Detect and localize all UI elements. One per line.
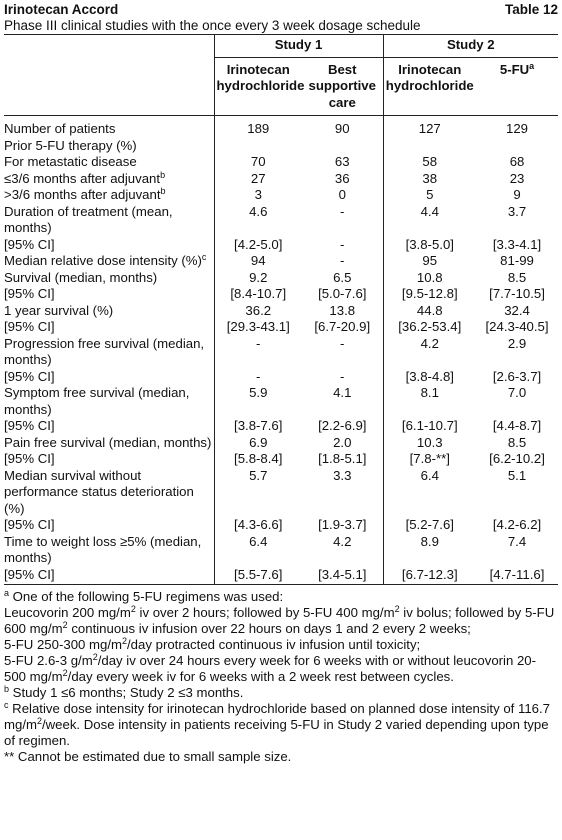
superscript: 2 [122, 636, 128, 646]
footnote-a-regimen-1 [4, 605, 558, 637]
table-cell: 68 [509, 154, 525, 169]
row-label-text: [95% CI] [4, 517, 55, 532]
row-label-text: Median survival without performance status deterioration (%) [4, 467, 194, 516]
footnote-mark: b [4, 684, 10, 694]
table-row [4, 270, 558, 287]
table-body [4, 116, 558, 585]
table-cell: 9 [513, 187, 521, 202]
table-row [4, 319, 558, 336]
row-label-text: [95% CI] [4, 236, 55, 252]
table-cell: - [340, 335, 345, 351]
table-cell: [24.3-40.5] [485, 319, 549, 334]
table-cell: [6.7-12.3] [383, 567, 476, 585]
footnote-text: continuous iv infusion over 22 hours on days 1 and 2 every 2 weeks; [67, 621, 471, 636]
col-5fu-label: 5-FU [499, 61, 530, 77]
table-cell: 0 [338, 187, 346, 202]
table-cell: 8.5 [507, 269, 527, 285]
table-cell: 81-99 [500, 253, 534, 268]
table-row [4, 237, 558, 254]
table-cell: - [214, 336, 302, 369]
table-cell: 8.9 [383, 534, 476, 567]
row-label [4, 369, 214, 386]
row-label-text: [95% CI] [4, 368, 55, 384]
study-2-header: Study 2 [383, 35, 558, 58]
document-page [4, 0, 558, 765]
row-label-text: Duration of treatment (mean, months) [4, 203, 173, 235]
table-number: Table 12 [504, 2, 558, 17]
table-cell: 6.9 [214, 435, 302, 452]
table-cell: 44.8 [383, 303, 476, 320]
table-cell: 3 [214, 187, 302, 204]
footnote-mark: c [4, 700, 9, 710]
table-row [4, 517, 558, 534]
table-cell: [4.2-6.2] [492, 517, 542, 532]
row-label [4, 270, 214, 287]
row-label [4, 336, 214, 369]
col-5fu [476, 57, 558, 116]
table-row [4, 187, 558, 204]
table-cell: [5.5-7.6] [214, 567, 302, 585]
row-label-text: Progression free survival (median, months) [4, 335, 205, 367]
table-cell: - [340, 203, 345, 219]
footnote-text: Leucovorin 200 mg/m [4, 605, 131, 620]
superscript: 2 [62, 668, 68, 678]
study-1-header: Study 1 [214, 35, 383, 58]
row-label [4, 116, 214, 138]
table-cell: 4.2 [333, 533, 352, 549]
row-label-text: Time to weight loss ≥5% (median, months) [4, 533, 202, 565]
table-cell: 9.2 [214, 270, 302, 287]
row-label [4, 534, 214, 567]
row-label-text: Symptom free survival (median, months) [4, 385, 190, 417]
row-label [4, 286, 214, 303]
row-label [4, 435, 214, 452]
row-label-text: Survival (median, months) [4, 269, 158, 285]
footnote-b [4, 685, 558, 701]
table-cell: 7.0 [507, 385, 527, 400]
superscript: 2 [130, 604, 136, 614]
table-cell: 4.1 [333, 385, 352, 400]
table-cell: 2.0 [333, 434, 352, 450]
row-label-text: >3/6 months after adjuvant [4, 187, 161, 202]
table-row [4, 116, 558, 138]
table-cell [214, 138, 302, 155]
table-cell: 5.1 [507, 467, 527, 483]
table-cell: 7.4 [507, 533, 527, 549]
row-label [4, 253, 214, 270]
table-cell: [3.8-7.6] [214, 418, 302, 435]
footnote-text: Relative dose intensity for irinotecan hydrochloride based on planned dose intensity of 116.7 mg/m [4, 701, 551, 732]
footnote-a-regimen-2 [4, 637, 558, 653]
table-cell: [8.4-10.7] [214, 286, 302, 303]
row-label-text: [95% CI] [4, 418, 55, 433]
footnote-double-asterisk: ** Cannot be estimated due to small sample size. [4, 749, 292, 764]
clinical-studies-table [4, 34, 558, 585]
footnote-ref: b [160, 186, 166, 196]
table-cell: [6.1-10.7] [383, 418, 476, 435]
table-cell: [7.7-10.5] [489, 286, 545, 301]
table-row [4, 154, 558, 171]
table-row [4, 451, 558, 468]
table-cell: 10.3 [383, 435, 476, 452]
col-irinotecan-study2: Irinotecan hydrochloride [383, 57, 476, 116]
footnote-text: Study 1 ≤6 months; Study 2 ≤3 months. [9, 685, 244, 700]
table-cell: [4.2-5.0] [214, 237, 302, 254]
footnotes [4, 589, 558, 765]
footnote-text: iv bolus; followed by 5-FU 600 mg/m [4, 605, 555, 636]
table-cell: [4.4-8.7] [492, 418, 542, 433]
blank-header-cell [4, 35, 214, 58]
table-row [4, 385, 558, 418]
row-label [4, 451, 214, 468]
table-cell: 94 [214, 253, 302, 270]
table-cell: 127 [383, 116, 476, 138]
footnote-ref: a [529, 60, 535, 71]
superscript: 2 [36, 716, 42, 726]
row-label [4, 517, 214, 534]
table-row [4, 303, 558, 320]
table-cell: [6.2-10.2] [489, 451, 545, 466]
footnote-c [4, 701, 558, 749]
table-cell: [4.3-6.6] [214, 517, 302, 534]
table-cell: - [340, 368, 345, 384]
table-cell: [2.2-6.9] [318, 418, 367, 433]
row-label [4, 138, 214, 155]
table-cell: 23 [509, 170, 525, 186]
table-cell: 10.8 [383, 270, 476, 287]
table-row [4, 171, 558, 188]
table-row [4, 534, 558, 567]
table-cell: 6.5 [333, 269, 352, 285]
footnote-text: /day protracted continuous iv infusion until toxicity; [127, 637, 421, 652]
table-cell: [2.6-3.7] [492, 368, 542, 384]
table-cell: [5.2-7.6] [383, 517, 476, 534]
table-caption: Phase III clinical studies with the once every 3 week dosage schedule [4, 18, 421, 33]
table-cell: - [214, 369, 302, 386]
footnote-a-regimen-3 [4, 653, 558, 685]
table-cell: 5.9 [214, 385, 302, 418]
table-cell [302, 138, 383, 155]
table-cell [476, 138, 558, 155]
row-label [4, 319, 214, 336]
table-cell: [1.8-5.1] [318, 451, 367, 466]
table-cell: 189 [214, 116, 302, 138]
table-row [4, 369, 558, 386]
table-cell: 36 [334, 170, 350, 186]
table-cell: 8.1 [383, 385, 476, 418]
table-cell: 27 [214, 171, 302, 188]
table-row [4, 468, 558, 518]
row-label-text: [95% CI] [4, 286, 55, 301]
table-cell: 3.3 [333, 467, 352, 483]
table-cell: 70 [214, 154, 302, 171]
table-cell: [3.8-5.0] [383, 237, 476, 254]
row-label-text: [95% CI] [4, 566, 55, 582]
table-row [4, 435, 558, 452]
table-cell: - [340, 236, 345, 252]
superscript: 2 [92, 652, 98, 662]
row-label [4, 154, 214, 171]
table-row [4, 204, 558, 237]
row-label-text: Pain free survival (median, months) [4, 434, 212, 450]
table-cell: 5.7 [214, 468, 302, 518]
footnote-text: One of the following 5-FU regimens was used: [9, 589, 284, 604]
row-label [4, 418, 214, 435]
blank-header-cell [4, 57, 214, 116]
table-row [4, 253, 558, 270]
footnote-ref: b [160, 169, 166, 180]
table-cell: [36.2-53.4] [383, 319, 476, 336]
table-cell: [1.9-3.7] [318, 517, 367, 532]
superscript: 2 [394, 604, 400, 614]
row-label [4, 303, 214, 320]
table-cell: [3.8-4.8] [383, 369, 476, 386]
table-row [4, 418, 558, 435]
footnote-text: /day iv over 24 hours every week for 6 weeks with or without leucovorin 20-500 mg/m [4, 653, 537, 684]
row-label-text: [95% CI] [4, 451, 55, 466]
row-label-text: 1 year survival (%) [4, 302, 114, 318]
table-cell: [29.3-43.1] [214, 319, 302, 336]
table-cell: 58 [383, 154, 476, 171]
table-cell: [4.7-11.6] [476, 567, 558, 585]
row-label-text: Number of patients [4, 121, 116, 136]
document-header [4, 1, 558, 18]
table-cell: 36.2 [214, 303, 302, 320]
table-cell: [5.0-7.6] [318, 286, 367, 301]
document-title: Irinotecan Accord [4, 2, 119, 17]
table-cell: 3.7 [507, 203, 527, 219]
row-label [4, 385, 214, 418]
footnote-text: 5-FU 2.6-3 g/m [4, 653, 93, 668]
row-label-text: Median relative dose intensity (%) [4, 253, 202, 268]
table-cell: 38 [383, 171, 476, 188]
col-irinotecan-study1: Irinotecan hydrochloride [214, 57, 302, 116]
table-cell: 95 [383, 253, 476, 270]
footnote-mark: a [4, 588, 10, 598]
table-cell: 63 [334, 154, 350, 169]
row-label [4, 187, 214, 204]
table-row [4, 286, 558, 303]
table-cell: [5.8-8.4] [214, 451, 302, 468]
row-label-text: [95% CI] [4, 319, 55, 334]
table-cell: [7.8-**] [383, 451, 476, 468]
table-cell: 6.4 [214, 534, 302, 567]
table-cell [383, 138, 476, 155]
table-cell: 129 [506, 121, 529, 136]
table-cell: [3.3-4.1] [492, 236, 542, 252]
table-row [4, 567, 558, 585]
table-cell: [3.4-5.1] [302, 567, 383, 585]
row-label [4, 171, 214, 188]
row-label-text: For metastatic disease [4, 154, 137, 169]
table-cell: 13.8 [329, 302, 356, 318]
table-cell: 4.2 [383, 336, 476, 369]
study-header-row [4, 35, 558, 58]
table-cell: 90 [334, 121, 350, 136]
table-cell: [6.7-20.9] [314, 319, 371, 334]
treatment-header-row [4, 57, 558, 116]
table-cell: 6.4 [383, 468, 476, 518]
footnote-ref: c [201, 252, 207, 262]
table-cell: - [340, 253, 345, 268]
row-label-text: ≤3/6 months after adjuvant [4, 170, 161, 186]
table-cell: 5 [383, 187, 476, 204]
footnote-a [4, 589, 558, 605]
row-label [4, 567, 214, 585]
table-cell: 8.5 [507, 434, 527, 450]
table-cell: 2.9 [507, 335, 527, 351]
table-row [4, 138, 558, 155]
footnote-text: /day every week iv for 6 weeks with a 2 week rest between cycles. [67, 669, 454, 684]
table-cell: [9.5-12.8] [383, 286, 476, 303]
col-best-supportive-care: Best supportive care [302, 57, 383, 116]
table-cell: 4.4 [383, 204, 476, 237]
row-label [4, 468, 214, 518]
footnote-text: /week. Dose intensity in patients receiving 5-FU in Study 2 varied depending upon type of regimen. [4, 717, 549, 748]
table-row [4, 336, 558, 369]
table-cell: 4.6 [214, 204, 302, 237]
row-label [4, 204, 214, 237]
row-label [4, 237, 214, 254]
row-label-text: Prior 5-FU therapy (%) [4, 137, 137, 153]
table-cell: 32.4 [504, 302, 530, 318]
footnote-text: iv over 2 hours; followed by 5-FU 400 mg/m [135, 605, 395, 620]
superscript: 2 [62, 620, 68, 630]
footnote-text: 5-FU 250-300 mg/m [4, 637, 122, 652]
